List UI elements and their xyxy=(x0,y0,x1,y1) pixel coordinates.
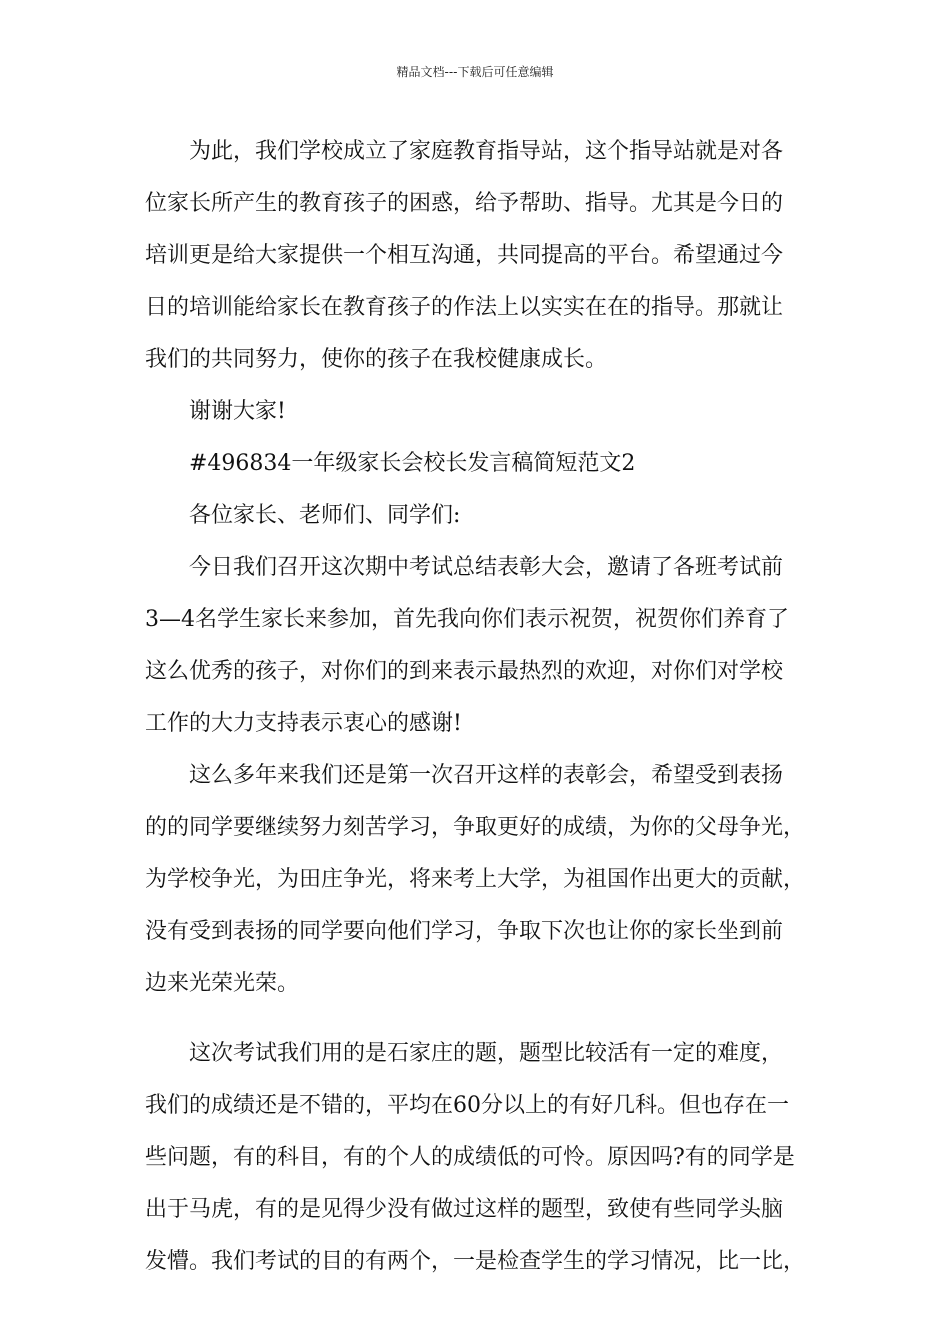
page-header: 精品文档---下载后可任意编辑 xyxy=(396,65,554,79)
paragraph-line: 位家长所产生的教育孩子的困惑，给予帮助、指导。尤其是今日的 xyxy=(145,191,784,216)
paragraph-spacer xyxy=(145,1010,810,1028)
paragraph-line: 这么优秀的孩子，对你们的到来表示最热烈的欢迎，对你们对学校 xyxy=(145,659,784,684)
paragraph-line: 工作的大力支持表示衷心的感谢! xyxy=(145,711,462,736)
paragraph-line: 我们的共同努力，使你的孩子在我校健康成长。 xyxy=(145,347,608,372)
paragraph-opening xyxy=(145,126,810,386)
paragraph-line: 今日我们召开这次期中考试总结表彰大会，邀请了各班考试前 xyxy=(189,555,784,580)
paragraph-line: 边来光荣光荣。 xyxy=(145,971,300,996)
paragraph-line: 日的培训能给家长在教育孩子的作法上以实实在在的指导。那就让 xyxy=(145,295,784,320)
paragraph-line: 谢谢大家! xyxy=(189,399,286,424)
paragraph-line: 3—4名学生家长来参加，首先我向你们表示祝贺，祝贺你们养育了 xyxy=(145,607,789,632)
paragraph-line: 我们的成绩还是不错的，平均在60分以上的有好几科。但也存在一 xyxy=(145,1093,789,1118)
paragraph-thanks xyxy=(145,386,810,438)
paragraph-line: 些问题，有的科目，有的个人的成绩低的可怜。原因吗?有的同学是 xyxy=(145,1145,795,1170)
paragraph-line: 发懵。我们考试的目的有两个，一是检查学生的学习情况，比一比， xyxy=(145,1249,806,1274)
document-body xyxy=(145,126,810,1288)
paragraph-exam-review xyxy=(145,1028,810,1288)
paragraph-line: 出于马虎，有的是见得少没有做过这样的题型，致使有些同学头脑 xyxy=(145,1197,784,1222)
paragraph-line: 这么多年来我们还是第一次召开这样的表彰会，希望受到表扬 xyxy=(189,763,784,788)
paragraph-line: 没有受到表扬的同学要向他们学习，争取下次也让你的家长坐到前 xyxy=(145,919,784,944)
paragraph-line: 这次考试我们用的是石家庄的题，题型比较活有一定的难度， xyxy=(189,1041,784,1066)
paragraph-line: 的的同学要继续努力刻苦学习，争取更好的成绩，为你的父母争光， xyxy=(145,815,806,840)
paragraph-line: 为学校争光，为田庄争光，将来考上大学，为祖国作出更大的贡献， xyxy=(145,867,806,892)
section-title-line: #496834一年级家长会校长发言稿简短范文2 xyxy=(189,451,636,476)
paragraph-commendation xyxy=(145,750,810,1010)
paragraph-welcome xyxy=(145,542,810,750)
paragraph-line: 培训更是给大家提供一个相互沟通，共同提高的平台。希望通过今 xyxy=(145,243,784,268)
paragraph-line: 为此，我们学校成立了家庭教育指导站，这个指导站就是对各 xyxy=(189,139,784,164)
section-title xyxy=(145,438,810,490)
paragraph-line: 各位家长、老师们、同学们: xyxy=(189,503,461,528)
paragraph-salutation xyxy=(145,490,810,542)
